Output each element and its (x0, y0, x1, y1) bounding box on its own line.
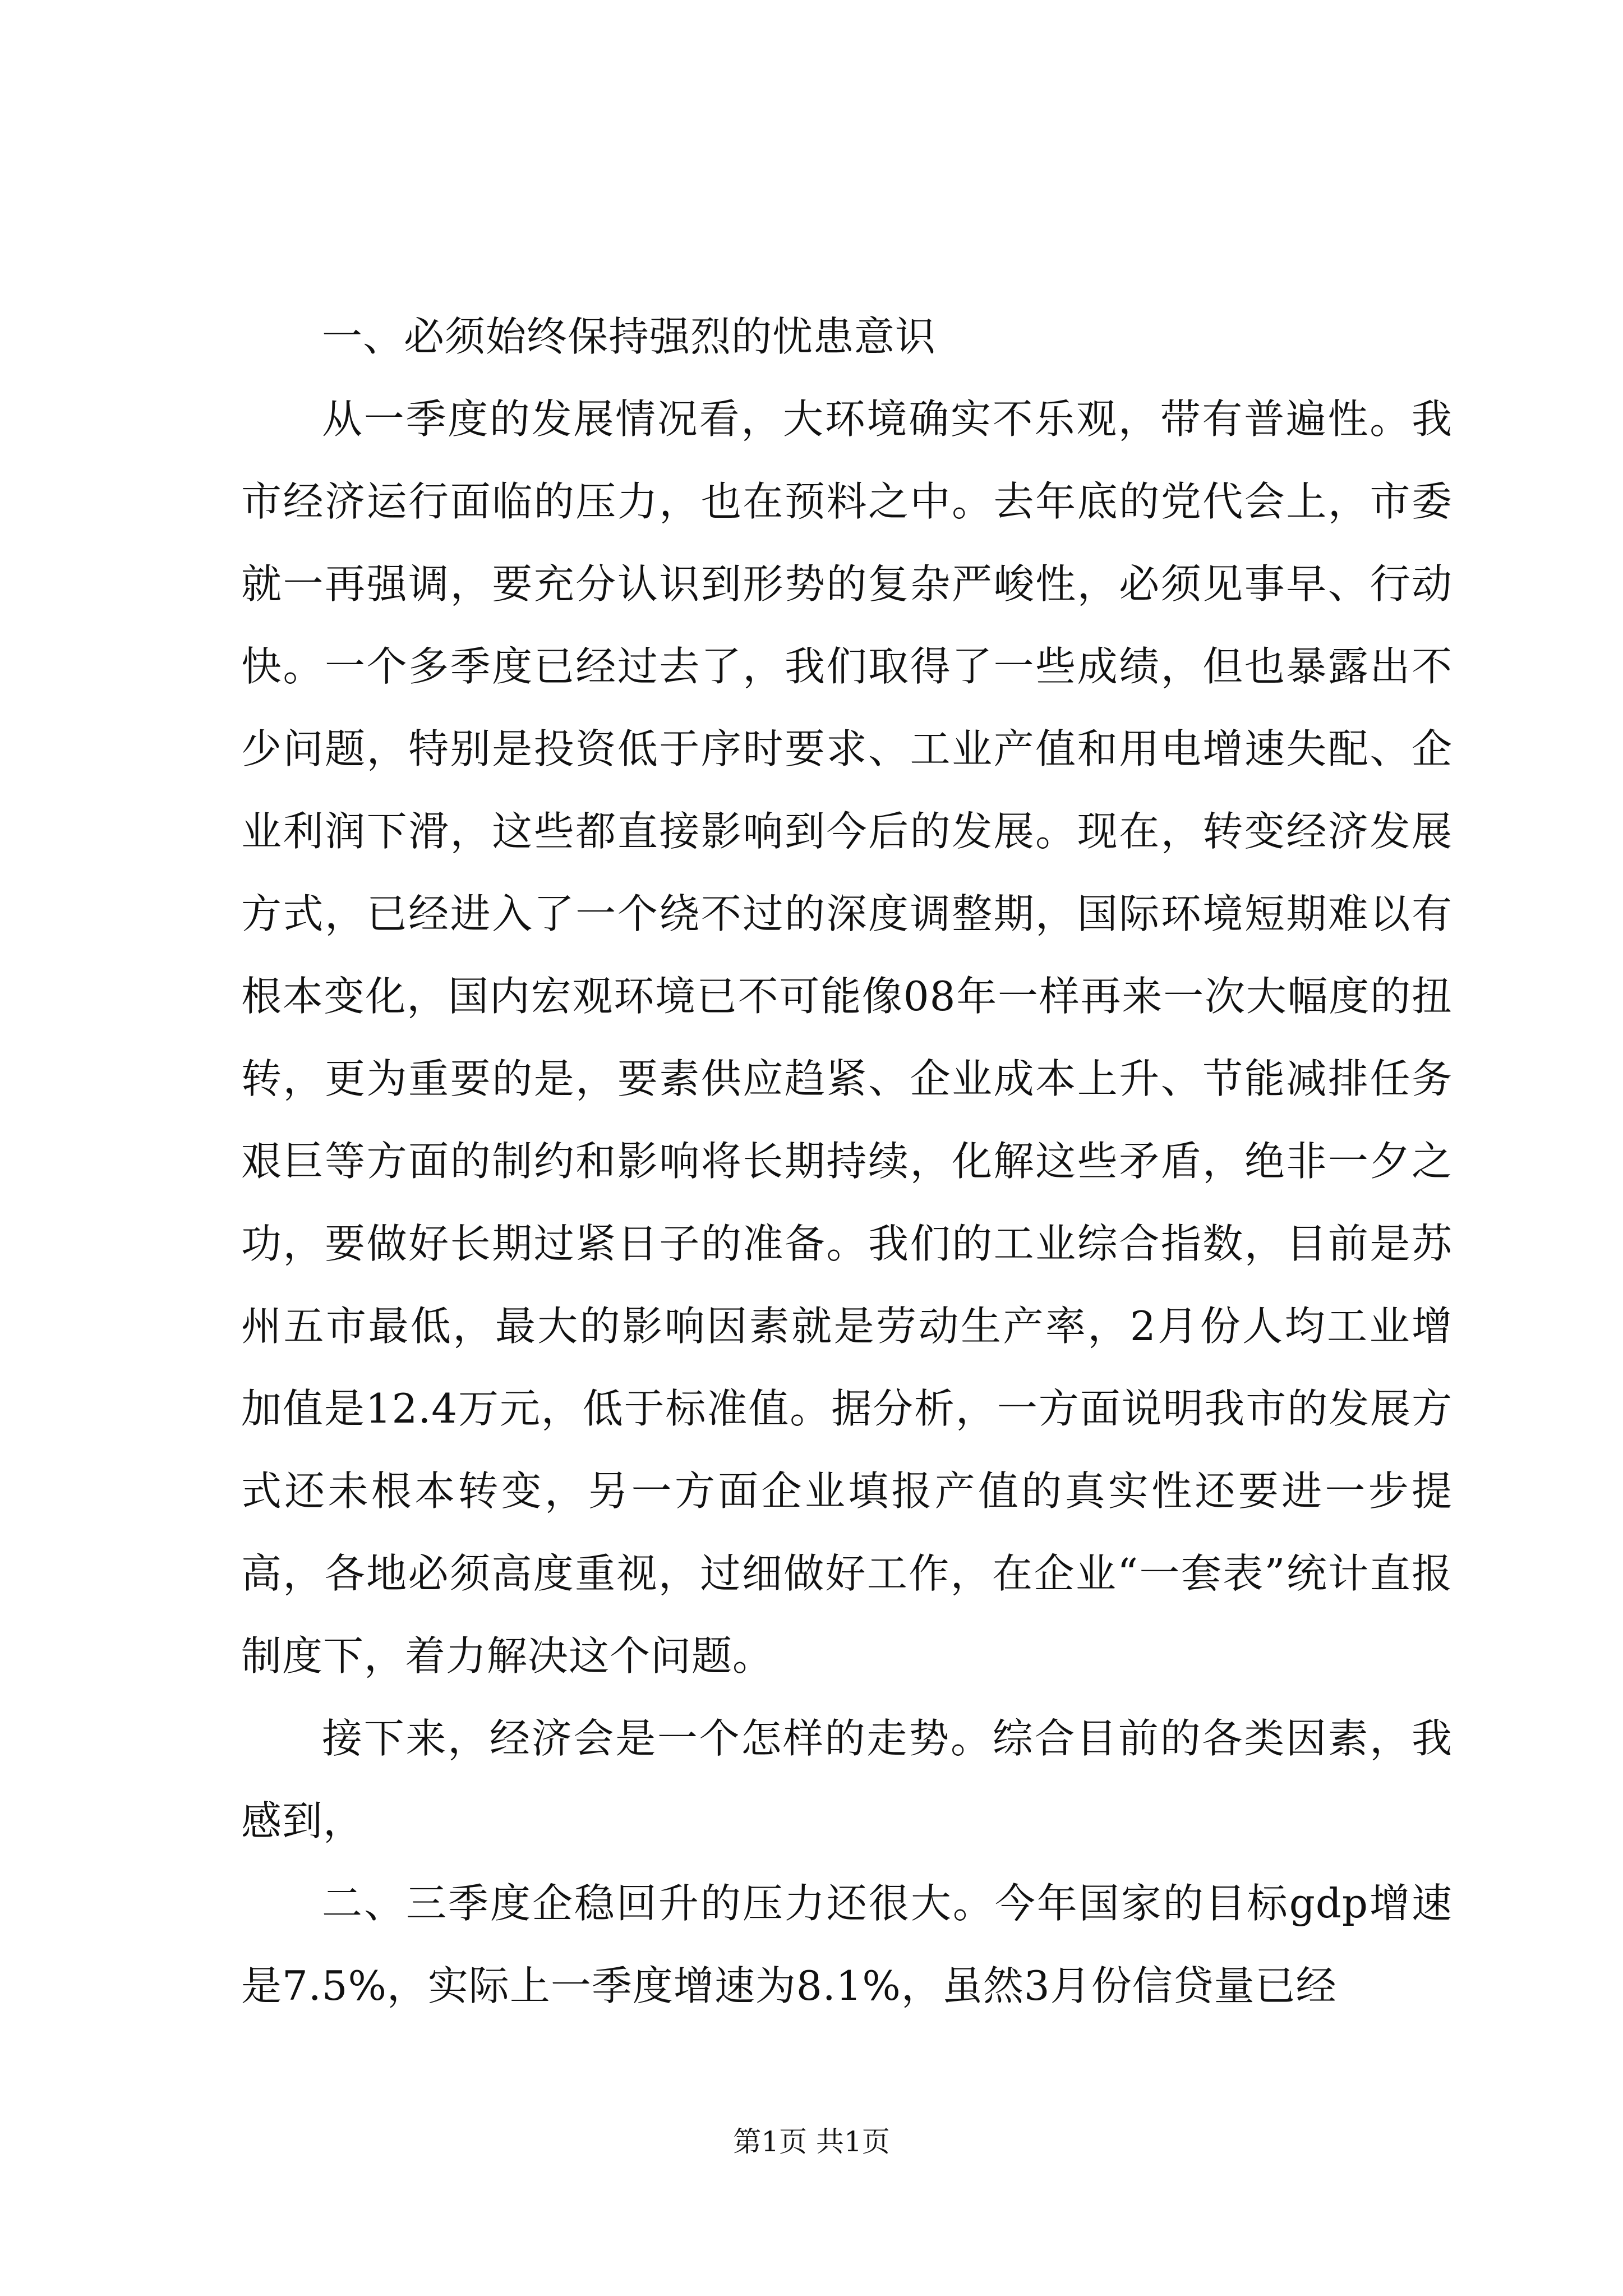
section-heading: 一、必须始终保持强烈的忧患意识 (322, 313, 937, 360)
document-body (241, 296, 1453, 2027)
page-number-footer: 第1页 共1页 (733, 2125, 890, 2158)
body-paragraph: 从一季度的发展情况看，大环境确实不乐观，带有普遍性。我市经济运行面临的压力，也在预料之中。去年底的党代会上，市委就一再强调，要充分认识到形势的复杂严峻性，必须见事早、行动快。一个多季度已经过去了，我们取得了一些成绩，但也暴露出不少问题，特别是投资低于序时要求、工业产值和用电增速失配、企业利润下滑，这些都直接影响到今后的发展。现在，转变经济发展方式，已经进入了一个绕不过的深度调整期，国际环境短期难以有根本变化，国内宏观环境已不可能像08年一样再来一次大幅度的扭转，更为重要的是，要素供应趋紧、企业成本上升、节能减排任务艰巨等方面的制约和影响将长期持续，化解这些矛盾，绝非一夕之功，要做好长期过紧日子的准备。我们的工业综合指数，目前是苏州五市最低，最大的影响因素就是劳动生产率，2月份人均工业增加值是12.4万元，低于标准值。据分析，一方面说明我市的发展方式还未根本转变，另一方面企业填报产值的真实性还要进一步提高，各地必须高度重视，过细做好工作，在企业“一套表”统计直报制度下，着力解决这个问题。 (241, 395, 1453, 1680)
body-paragraph: 二、三季度企稳回升的压力还很大。今年国家的目标gdp增速是7.5%，实际上一季度增速为8.1%，虽然3月份信贷量已经 (241, 1880, 1453, 2009)
body-paragraph: 接下来，经济会是一个怎样的走势。综合目前的各类因素，我感到， (241, 1715, 1453, 1844)
